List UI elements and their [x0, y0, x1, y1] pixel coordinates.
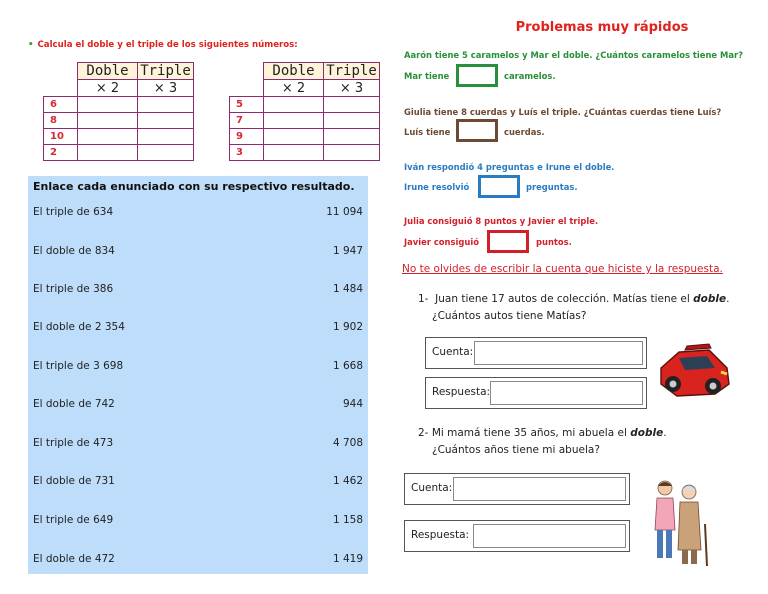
problem-1-question: Aarón tiene 5 caramelos y Mar el doble. ¿Cuántos caramelos tiene Mar? — [404, 50, 743, 60]
word-problem-2-line-2: ¿Cuántos años tiene mi abuela? — [432, 444, 600, 456]
cuenta-input[interactable] — [474, 341, 643, 365]
statement: El doble de 2 354 — [33, 321, 125, 333]
answer-cell[interactable] — [138, 97, 194, 113]
match-row[interactable] — [33, 245, 363, 261]
cuenta-box-1 — [425, 337, 647, 369]
statement: El doble de 731 — [33, 475, 115, 487]
word-problem-1-line-2: ¿Cuántos autos tiene Matías? — [432, 310, 587, 322]
table-row — [44, 129, 194, 145]
answer-cell[interactable] — [138, 113, 194, 129]
row-number: 6 — [44, 97, 78, 113]
answer-cell[interactable] — [138, 145, 194, 161]
row-number: 3 — [230, 145, 264, 161]
problem-3-answer-box[interactable] — [478, 175, 520, 198]
cuenta-input[interactable] — [453, 477, 626, 501]
cuenta-label: Cuenta: — [411, 482, 453, 494]
answer-cell[interactable] — [78, 97, 138, 113]
problem-3-suffix: preguntas. — [526, 182, 578, 192]
problem-2-answer-box[interactable] — [456, 119, 498, 142]
respuesta-box-1 — [425, 377, 647, 409]
match-row[interactable] — [33, 398, 363, 414]
respuesta-label: Respuesta: — [411, 529, 470, 541]
respuesta-box-2 — [404, 520, 630, 552]
respuesta-input[interactable] — [473, 524, 626, 548]
result: 944 — [342, 398, 363, 410]
answer-cell[interactable] — [264, 145, 324, 161]
answer-cell[interactable] — [138, 129, 194, 145]
cuenta-label: Cuenta: — [432, 346, 474, 358]
match-row[interactable] — [33, 514, 363, 530]
row-number: 2 — [44, 145, 78, 161]
result: 1 668 — [332, 360, 363, 372]
multiplier-3: × 3 — [138, 80, 194, 97]
problem-1-prefix: Mar tiene — [404, 71, 450, 81]
row-number: 9 — [230, 129, 264, 145]
statement: El triple de 473 — [33, 437, 114, 449]
match-row[interactable] — [33, 321, 363, 337]
problem-2-prefix: Luís tiene — [404, 127, 451, 137]
statement: El doble de 834 — [33, 245, 115, 257]
page-title: Problemas muy rápidos — [515, 20, 689, 35]
statement: El triple de 649 — [33, 514, 114, 526]
match-row[interactable] — [33, 360, 363, 376]
match-row[interactable] — [33, 283, 363, 299]
row-number: 5 — [230, 97, 264, 113]
respuesta-label: Respuesta: — [432, 386, 491, 398]
answer-cell[interactable] — [264, 129, 324, 145]
result: 1 947 — [332, 245, 363, 257]
multiplier-2: × 2 — [78, 80, 138, 97]
problem-4-question: Julia consiguió 8 puntos y Javier el triple. — [404, 216, 599, 226]
multiplier-2: × 2 — [264, 80, 324, 97]
answer-cell[interactable] — [324, 97, 380, 113]
problem-1-answer-box[interactable] — [456, 64, 498, 87]
result: 4 708 — [332, 437, 363, 449]
answer-cell[interactable] — [324, 129, 380, 145]
problem-4-suffix: puntos. — [536, 237, 572, 247]
answer-cell[interactable] — [78, 145, 138, 161]
match-row[interactable] — [33, 475, 363, 491]
respuesta-input[interactable] — [490, 381, 643, 405]
matching-title: Enlace cada enunciado con su respectivo resultado. — [33, 180, 355, 193]
table-row — [230, 97, 380, 113]
answer-cell[interactable] — [264, 97, 324, 113]
bullet-icon: • — [28, 40, 34, 50]
table-row — [44, 97, 194, 113]
header-doble: Doble — [78, 63, 138, 80]
grandmother-and-mother-icon — [645, 478, 715, 570]
answer-cell[interactable] — [324, 113, 380, 129]
problem-2-question: Giulia tiene 8 cuerdas y Luís el triple. ¿Cuántas cuerdas tiene Luís? — [404, 107, 722, 117]
result: 1 419 — [332, 553, 363, 565]
multiplication-table-a — [43, 62, 194, 161]
table-row — [44, 145, 194, 161]
problem-4-prefix: Javier consiguió — [404, 237, 479, 247]
word-problem-1-line-1: 1- Juan tiene 17 autos de colección. Matías tiene el doble. — [418, 293, 730, 305]
table-row — [44, 113, 194, 129]
word-problem-2-line-1: 2- Mi mamá tiene 35 años, mi abuela el doble. — [418, 427, 667, 439]
header-triple: Triple — [138, 63, 194, 80]
answer-cell[interactable] — [78, 113, 138, 129]
instruction: • Calcula el doble y el triple de los siguientes números: — [28, 40, 298, 50]
statement: El doble de 472 — [33, 553, 115, 565]
reminder-note: No te olvides de escribir la cuenta que hiciste y la respuesta. — [402, 263, 723, 275]
matching-exercise-panel — [28, 176, 368, 574]
multiplication-table-b — [229, 62, 380, 161]
statement: El triple de 386 — [33, 283, 114, 295]
result: 1 484 — [332, 283, 363, 295]
table-row — [230, 145, 380, 161]
match-row[interactable] — [33, 206, 363, 222]
result: 11 094 — [326, 206, 363, 218]
red-sports-car-icon — [655, 338, 733, 400]
statement: El triple de 3 698 — [33, 360, 124, 372]
multiplier-3: × 3 — [324, 80, 380, 97]
header-doble: Doble — [264, 63, 324, 80]
header-triple: Triple — [324, 63, 380, 80]
result: 1 902 — [332, 321, 363, 333]
statement: El doble de 742 — [33, 398, 115, 410]
problem-2-suffix: cuerdas. — [504, 127, 545, 137]
answer-cell[interactable] — [78, 129, 138, 145]
table-row — [230, 113, 380, 129]
answer-cell[interactable] — [264, 113, 324, 129]
result: 1 158 — [332, 514, 363, 526]
result: 1 462 — [332, 475, 363, 487]
row-number: 7 — [230, 113, 264, 129]
match-row[interactable] — [33, 437, 363, 453]
answer-cell[interactable] — [324, 145, 380, 161]
statement: El triple de 634 — [33, 206, 114, 218]
table-row — [230, 129, 380, 145]
problem-1-suffix: caramelos. — [504, 71, 556, 81]
problem-3-prefix: Irune resolvió — [404, 182, 470, 192]
cuenta-box-2 — [404, 473, 630, 505]
problem-3-question: Iván respondió 4 preguntas e Irune el doble. — [404, 162, 615, 172]
row-number: 10 — [44, 129, 78, 145]
row-number: 8 — [44, 113, 78, 129]
match-row[interactable] — [33, 553, 363, 569]
problem-4-answer-box[interactable] — [487, 230, 529, 253]
